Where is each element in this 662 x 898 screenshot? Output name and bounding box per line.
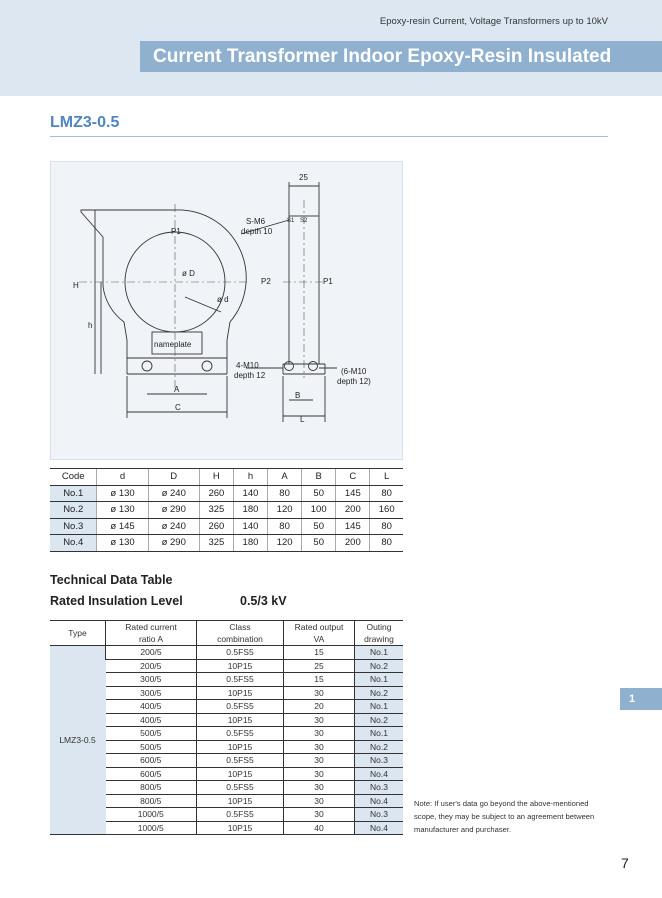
table-cell: ø 240 bbox=[148, 485, 199, 502]
table-cell: ø 290 bbox=[148, 535, 199, 552]
table-cell: 30 bbox=[284, 713, 355, 727]
header-cell-class bbox=[197, 621, 284, 646]
A-label: A bbox=[174, 385, 180, 394]
s-m6-label: S-M6 bbox=[246, 217, 266, 226]
header-cell-ratio bbox=[106, 621, 197, 646]
table-cell: 0.5FS5 bbox=[197, 700, 284, 714]
table-cell: 140 bbox=[233, 485, 267, 502]
table-cell: 160 bbox=[370, 502, 403, 519]
table-cell: 10P15 bbox=[197, 740, 284, 754]
table-cell: 10P15 bbox=[197, 713, 284, 727]
table-cell: 40 bbox=[284, 821, 355, 835]
table-cell: 200/5 bbox=[106, 646, 197, 660]
table-row bbox=[50, 502, 403, 519]
technical-data-table bbox=[50, 620, 403, 835]
p1-right-label: P1 bbox=[323, 277, 333, 286]
table-cell: 0.5FS5 bbox=[197, 808, 284, 822]
footnote: Note: If user's data go beyond the above-mentioned scope, they may be subject to an agreement between manufacturer and purchaser. bbox=[414, 799, 595, 834]
table-row bbox=[50, 535, 403, 552]
table-cell: 200/5 bbox=[106, 659, 197, 673]
m10-alt-label: (6-M10 bbox=[341, 367, 367, 376]
s1-label: S1 bbox=[287, 218, 295, 224]
table-cell: 15 bbox=[284, 673, 355, 687]
table-cell: ø 130 bbox=[97, 502, 148, 519]
table-cell: 80 bbox=[268, 518, 302, 535]
table-cell: 15 bbox=[284, 646, 355, 660]
table-cell: 180 bbox=[233, 502, 267, 519]
table-cell: 25 bbox=[284, 659, 355, 673]
table-cell: 800/5 bbox=[106, 794, 197, 808]
header-text: ratio A bbox=[138, 634, 164, 644]
table-cell: 30 bbox=[284, 727, 355, 741]
depth10-label: depth 10 bbox=[241, 227, 273, 236]
table-cell: 10P15 bbox=[197, 686, 284, 700]
table-cell: 80 bbox=[370, 485, 403, 502]
table-row bbox=[50, 485, 403, 502]
table-cell: No.1 bbox=[50, 485, 97, 502]
table-cell: 0.5FS5 bbox=[197, 646, 284, 660]
header-cell: h bbox=[233, 469, 267, 486]
table-cell: 260 bbox=[199, 485, 233, 502]
table-cell: 30 bbox=[284, 740, 355, 754]
table-cell: No.3 bbox=[355, 781, 404, 795]
table-cell: 10P15 bbox=[197, 821, 284, 835]
insulation-level-label: Rated Insulation Level bbox=[50, 594, 183, 608]
table-cell: 30 bbox=[284, 808, 355, 822]
C-label: C bbox=[175, 403, 181, 412]
header-subtitle: Epoxy-resin Current, Voltage Transformers up to 10kV bbox=[379, 16, 608, 27]
table-cell: 30 bbox=[284, 686, 355, 700]
technical-data-heading: Technical Data Table bbox=[50, 573, 173, 587]
L-label: L bbox=[300, 415, 305, 424]
header-cell: L bbox=[370, 469, 403, 486]
m10-label: 4-M10 bbox=[236, 361, 259, 370]
table-cell: No.4 bbox=[355, 767, 404, 781]
header-cell: Code bbox=[50, 469, 97, 486]
p1-left-label: P1 bbox=[171, 227, 181, 236]
table-cell: 0.5FS5 bbox=[197, 754, 284, 768]
header-cell: C bbox=[336, 469, 370, 486]
table-cell: 145 bbox=[336, 485, 370, 502]
table-cell: No.2 bbox=[355, 740, 404, 754]
table-cell: 500/5 bbox=[106, 740, 197, 754]
table-cell: 20 bbox=[284, 700, 355, 714]
table-cell: ø 130 bbox=[97, 485, 148, 502]
page-title: Current Transformer Indoor Epoxy-Resin Insulated bbox=[140, 41, 662, 72]
table-cell: ø 145 bbox=[97, 518, 148, 535]
dim-25-label: 25 bbox=[299, 173, 308, 182]
table-cell: No.4 bbox=[355, 821, 404, 835]
section-tab: 1 bbox=[620, 688, 662, 710]
header-cell-type bbox=[50, 621, 106, 646]
header-cell-drawing bbox=[355, 621, 404, 646]
table-cell: 80 bbox=[370, 518, 403, 535]
table-cell: No.2 bbox=[355, 686, 404, 700]
table-cell: 30 bbox=[284, 754, 355, 768]
table-cell: No.2 bbox=[355, 713, 404, 727]
table-cell: 80 bbox=[370, 535, 403, 552]
p2-label: P2 bbox=[261, 277, 271, 286]
table-cell: 30 bbox=[284, 781, 355, 795]
table-header-row bbox=[50, 469, 403, 486]
model-heading: LMZ3-0.5 bbox=[50, 114, 120, 131]
table-cell: No.2 bbox=[50, 502, 97, 519]
header-text: combination bbox=[217, 634, 263, 644]
header-text: Outing bbox=[366, 622, 392, 632]
table-row bbox=[50, 646, 403, 660]
table-cell: 325 bbox=[199, 535, 233, 552]
table-cell: 325 bbox=[199, 502, 233, 519]
table-cell: 30 bbox=[284, 767, 355, 781]
table-cell: 10P15 bbox=[197, 794, 284, 808]
B-label: B bbox=[295, 391, 301, 400]
table-cell: 10P15 bbox=[197, 659, 284, 673]
header-cell: B bbox=[302, 469, 336, 486]
table-row bbox=[50, 518, 403, 535]
table-cell: 0.5FS5 bbox=[197, 727, 284, 741]
header-cell: A bbox=[268, 469, 302, 486]
table-cell: 300/5 bbox=[106, 673, 197, 687]
H-label: H bbox=[73, 281, 79, 290]
table-cell: No.1 bbox=[355, 727, 404, 741]
table-cell: No.1 bbox=[355, 673, 404, 687]
table-cell: 140 bbox=[233, 518, 267, 535]
table-cell: 300/5 bbox=[106, 686, 197, 700]
table-cell: 600/5 bbox=[106, 767, 197, 781]
table-cell: 50 bbox=[302, 535, 336, 552]
table-cell: 260 bbox=[199, 518, 233, 535]
table-cell: 10P15 bbox=[197, 767, 284, 781]
table-cell: 100 bbox=[302, 502, 336, 519]
drawing-svg bbox=[51, 162, 404, 461]
table-cell: ø 240 bbox=[148, 518, 199, 535]
table-cell: 500/5 bbox=[106, 727, 197, 741]
header-text: Rated output bbox=[294, 622, 344, 632]
header-cell-output bbox=[284, 621, 355, 646]
table-cell: 30 bbox=[284, 794, 355, 808]
table-cell: No.3 bbox=[50, 518, 97, 535]
table-cell: 50 bbox=[302, 518, 336, 535]
header-text: VA bbox=[313, 634, 325, 644]
table-cell: ø 130 bbox=[97, 535, 148, 552]
table-cell: 400/5 bbox=[106, 713, 197, 727]
header-cell: H bbox=[199, 469, 233, 486]
table-cell: No.1 bbox=[355, 646, 404, 660]
table-cell: 600/5 bbox=[106, 754, 197, 768]
table-cell: No.4 bbox=[50, 535, 97, 552]
depth12-label: depth 12 bbox=[234, 371, 266, 380]
table-cell: No.2 bbox=[355, 659, 404, 673]
table-cell: 0.5FS5 bbox=[197, 673, 284, 687]
table-cell: 50 bbox=[302, 485, 336, 502]
table-cell: 1000/5 bbox=[106, 821, 197, 835]
type-cell: LMZ3-0.5 bbox=[50, 646, 106, 835]
table-cell: 400/5 bbox=[106, 700, 197, 714]
header-cell: d bbox=[97, 469, 148, 486]
header-text: Class bbox=[229, 622, 251, 632]
od-small-label: ø d bbox=[217, 295, 229, 304]
table-cell: 80 bbox=[268, 485, 302, 502]
table-cell: No.3 bbox=[355, 754, 404, 768]
table-cell: 120 bbox=[268, 502, 302, 519]
header-text: drawing bbox=[364, 634, 394, 644]
header-text: Rated current bbox=[125, 622, 177, 632]
table-cell: ø 290 bbox=[148, 502, 199, 519]
table-cell: 200 bbox=[336, 502, 370, 519]
outline-drawing bbox=[50, 161, 403, 460]
depth12-alt-label: depth 12) bbox=[337, 377, 371, 386]
s2-label: S2 bbox=[300, 218, 308, 224]
table-cell: 145 bbox=[336, 518, 370, 535]
table-cell: 1000/5 bbox=[106, 808, 197, 822]
table-cell: 120 bbox=[268, 535, 302, 552]
header-cell: D bbox=[148, 469, 199, 486]
table-cell: No.3 bbox=[355, 808, 404, 822]
insulation-level-value: 0.5/3 kV bbox=[240, 594, 287, 608]
table-cell: No.4 bbox=[355, 794, 404, 808]
table-cell: 200 bbox=[336, 535, 370, 552]
nameplate-label: nameplate bbox=[154, 340, 192, 349]
h-label: h bbox=[88, 321, 93, 330]
table-cell: 180 bbox=[233, 535, 267, 552]
table-cell: 800/5 bbox=[106, 781, 197, 795]
divider bbox=[50, 136, 608, 137]
table-cell: No.1 bbox=[355, 700, 404, 714]
page-number: 7 bbox=[621, 855, 629, 871]
od-big-label: ø D bbox=[182, 269, 195, 278]
table-cell: 0.5FS5 bbox=[197, 781, 284, 795]
header-text: Type bbox=[68, 628, 87, 638]
table-header-row bbox=[50, 621, 403, 646]
dimensions-table bbox=[50, 468, 403, 552]
